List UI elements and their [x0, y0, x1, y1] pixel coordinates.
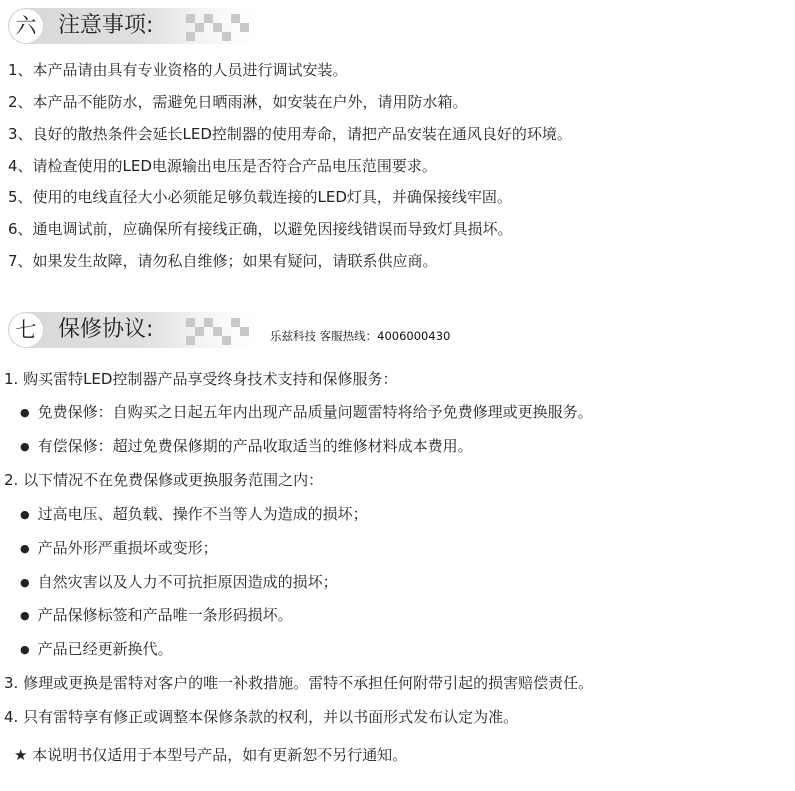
warranty-bullet: ● 产品外形严重损坏或变形； — [20, 538, 218, 560]
note-item: 6、通电调试前，应确保所有接线正确，以避免因接线错误而导致灯具损坏。 — [8, 220, 513, 238]
section-title: 保修协议: — [58, 317, 154, 342]
section-number-badge: 七 — [8, 312, 44, 348]
section-header-notes — [8, 8, 258, 44]
warranty-bullet: ● 有偿保修：超过免费保修期的产品收取适当的维修材料成本费用。 — [20, 436, 473, 458]
section-header-warranty — [8, 312, 258, 348]
note-item: 1、本产品请由具有专业资格的人员进行调试安装。 — [8, 61, 348, 79]
warranty-bullet: ● 免费保修：自购买之日起五年内出现产品质量问题雷特将给予免费修理或更换服务。 — [20, 402, 593, 424]
note-item: 4、请检查使用的LED电源输出电压是否符合产品电压范围要求。 — [8, 157, 437, 175]
disclaimer-note: ★ 本说明书仅适用于本型号产品，如有更新恕不另行通知。 — [14, 746, 408, 764]
warranty-bullet: ● 自然灾害以及人力不可抗拒原因造成的损坏； — [20, 572, 338, 594]
warranty-paragraph: 2. 以下情况不在免费保修或更换服务范围之内： — [4, 471, 324, 489]
note-item: 7、如果发生故障，请勿私自维修；如果有疑问，请联系供应商。 — [8, 252, 438, 270]
warranty-paragraph: 4. 只有雷特享有修正或调整本保修条款的权利，并以书面形式发布认定为准。 — [4, 708, 519, 726]
warranty-bullet: ● 产品保修标签和产品唯一条形码损坏。 — [20, 605, 293, 627]
note-item: 3、良好的散热条件会延长LED控制器的使用寿命，请把产品安装在通风良好的环境。 — [8, 125, 572, 143]
warranty-paragraph: 1. 购买雷特LED控制器产品享受终身技术支持和保修服务： — [4, 370, 398, 388]
warranty-paragraph: 3. 修理或更换是雷特对客户的唯一补救措施。雷特不承担任何附带引起的损害赔偿责任。 — [4, 674, 594, 692]
section-title: 注意事项: — [58, 13, 154, 38]
decorative-checker-pattern — [186, 318, 246, 346]
section-number-badge: 六 — [8, 8, 44, 44]
note-item: 5、使用的电线直径大小必须能足够负载连接的LED灯具，并确保接线牢固。 — [8, 188, 512, 206]
decorative-checker-pattern — [186, 14, 246, 42]
warranty-bullet: ● 过高电压、超负载、操作不当等人为造成的损坏； — [20, 504, 368, 526]
warranty-bullet: ● 产品已经更新换代。 — [20, 639, 173, 661]
customer-hotline: 乐兹科技 客服热线：4006000430 — [270, 329, 451, 343]
note-item: 2、本产品不能防水，需避免日晒雨淋，如安装在户外，请用防水箱。 — [8, 93, 468, 111]
